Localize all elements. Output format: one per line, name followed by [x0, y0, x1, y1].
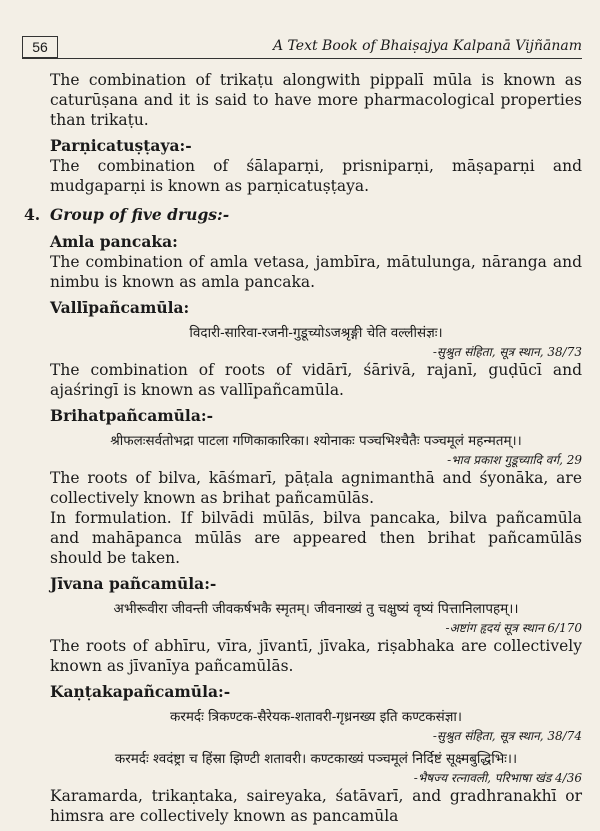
sanskrit-verse: करमर्दः श्वदंष्ट्रा च हिंस्रा झिण्टी शतावरी। कण्टकाख्यं पञ्चमूलं निर्दिष्टं सूक्ष्मबुद्धिभिः।।: [114, 751, 518, 767]
heading-brihatpancamula: Brihatpañcamūla:-: [50, 406, 214, 425]
page-number: 56: [22, 36, 58, 58]
heading-kantakapancamula: Kaṇṭakapañcamūla:-: [50, 682, 231, 701]
verse-source: -सुश्रुत संहिता, सूत्र स्थान, 38/73: [432, 345, 582, 359]
paragraph-amla-pancaka: The combination of amla vetasa, jambīra, mātulunga, nāranga and nimbu is known as amla pancaka.: [50, 253, 582, 291]
heading-vallipancamula: Vallīpañcamūla:: [50, 298, 190, 317]
heading-amla-pancaka: Amla pancaka:: [50, 232, 178, 251]
page-header: [22, 36, 582, 59]
section-title: Group of five drugs:-: [50, 205, 230, 224]
running-title: A Text Book of Bhaiṣajya Kalpanā Vijñānam: [272, 38, 582, 54]
section-heading-group-of-five: [24, 204, 582, 226]
paragraph-brihatpancamula: The roots of bilva, kāśmarī, pāṭala agnimanthā and śyonāka, are collectively known as brihat pañcamūlās.: [50, 469, 582, 507]
verse-source: -भैषज्य रत्नावली, परिभाषा खंड 4/36: [413, 771, 582, 785]
paragraph-kantakapancamula: Karamarda, trikaṇtaka, saireyaka, śatāvarī, and gradhranakhī or himsra are collectively known as pancamūla: [50, 787, 582, 825]
paragraph-formulation: In formulation. If bilvādi mūlās, bilva pancaka, bilva pañcamūla and mahāpanca mūlās are appeared then brihat pañcamūlās should be taken.: [50, 509, 582, 567]
paragraph-jivana-pancamula: The roots of abhīru, vīra, jīvantī, jīvaka, riṣabhaka are collectively known as jīvanīya pañcamūlās.: [50, 637, 582, 675]
sanskrit-verse: श्रीफलःसर्वतोभद्रा पाटला गणिकाकारिका। श्योनाकः पञ्चभिश्चैतैः पञ्चमूलं महन्मतम्।।: [110, 433, 522, 449]
verse-source: -सुश्रुत संहिता, सूत्र स्थान, 38/74: [432, 729, 582, 743]
sanskrit-verse: विदारी-सारिवा-रजनी-गुडूच्योऽजश्रृङ्गी चेति वल्लीसंज्ञः।: [189, 325, 443, 341]
paragraph-parnicatustaya: The combination of śālaparṇi, prisniparṇi, māṣaparṇi and mudgaparṇi is known as parṇicatuṣṭaya.: [50, 157, 582, 195]
sanskrit-verse: अभीरूवीरा जीवन्ती जीवकर्षभकै स्मृतम्। जीवनाख्यं तु चक्षुष्यं वृष्यं पित्तानिलापहम्।।: [113, 601, 519, 617]
paragraph-vallipancamula: The combination of roots of vidārī, śārivā, rajanī, guḍūcī and ajaśringī is known as vallīpañcamūla.: [50, 361, 582, 399]
verse-source: -भाव प्रकाश गुडूच्यादि वर्ग, 29: [447, 453, 582, 467]
paragraph-caturusana: The combination of trikaṭu alongwith pippalī mūla is known as caturūṣana and it is said to have more pharmacological properties than trikaṭu.: [50, 71, 582, 129]
sanskrit-verse: करमर्दः त्रिकण्टक-सैरेयक-शतावरी-गृध्रनख्य इति कण्टकसंज्ञा।: [169, 709, 463, 725]
page-content: [24, 70, 582, 826]
heading-jivana-pancamula: Jīvana pañcamūla:-: [50, 574, 217, 593]
section-number: 4.: [24, 205, 41, 224]
heading-parnicatustaya: Parṇicatuṣṭaya:-: [50, 136, 192, 155]
verse-source: -अष्टांग हृदयं सूत्र स्थान 6/170: [445, 621, 582, 635]
